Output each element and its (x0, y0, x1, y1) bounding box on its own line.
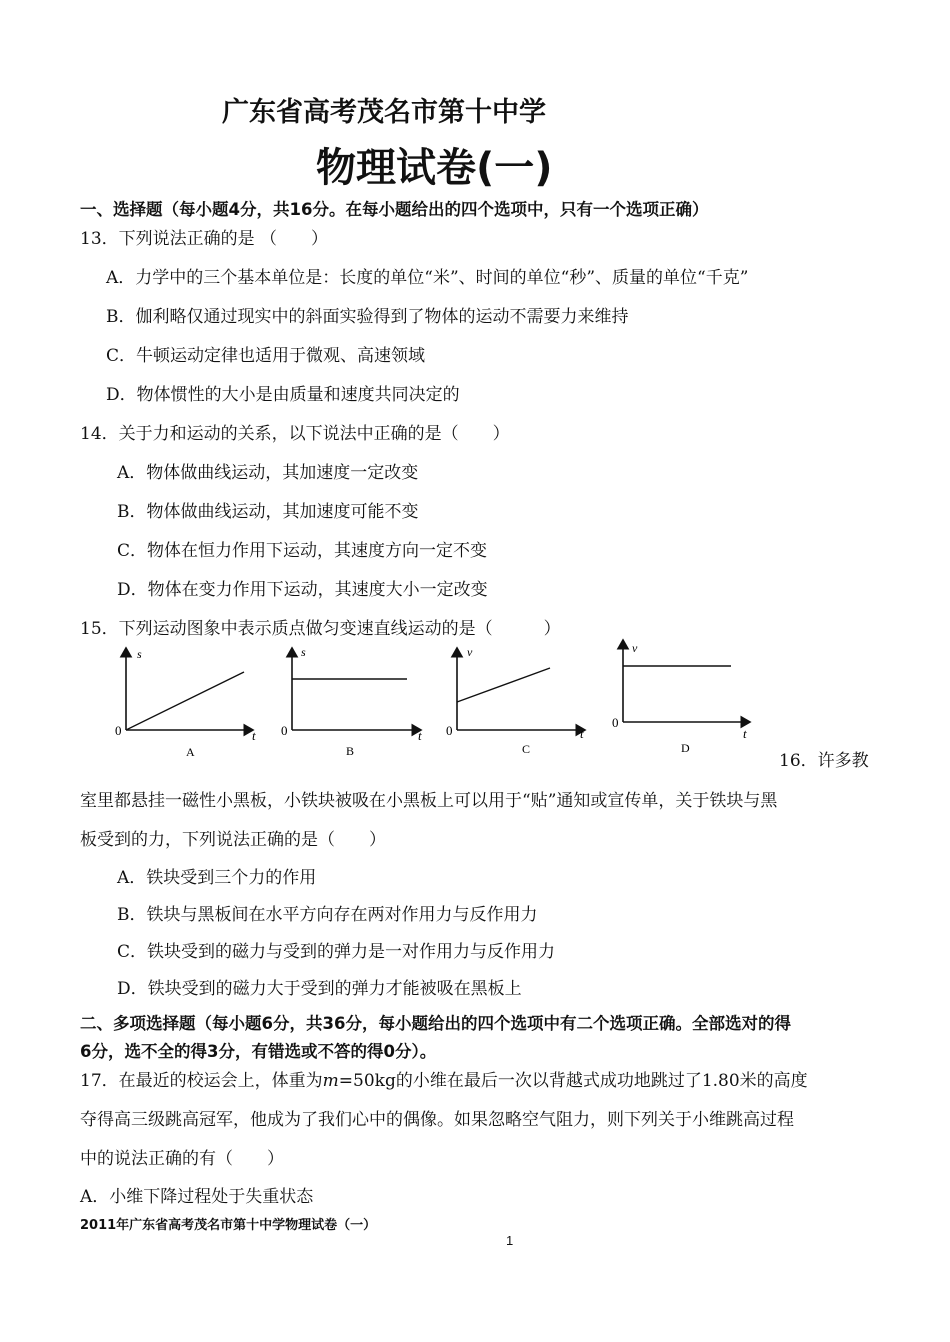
q16-stem-part3: 板受到的力，下列说法正确的是（ ） (80, 830, 386, 850)
q16-stem-part2: 室里都悬挂一磁性小黑板，小铁块被吸在小黑板上可以用于“贴”通知或宣传单，关于铁块与黑 (80, 791, 778, 811)
exam-title: 物理试卷(一) (316, 145, 553, 191)
q17-mass-variable: m (322, 1071, 339, 1091)
graph-b (276, 640, 436, 765)
q14-option-b: B．物体做曲线运动，其加速度可能不变 (117, 502, 419, 522)
q13-option-c: C．牛顿运动定律也适用于微观、高速领域 (106, 346, 426, 366)
q17-line2: 夺得高三级跳高冠军，他成为了我们心中的偶像。如果忽略空气阻力，则下列关于小维跳高过程 (80, 1110, 794, 1130)
graph-b-y-label: s (301, 645, 306, 659)
q16-option-a: A．铁块受到三个力的作用 (117, 868, 317, 888)
graph-a (108, 640, 268, 765)
q13-option-a: A．力学中的三个基本单位是：长度的单位“米”、时间的单位“秒”、质量的单位“千克” (106, 268, 749, 288)
graph-c-label: C (522, 742, 531, 756)
graph-d-origin: 0 (612, 715, 619, 730)
page-number: 1 (506, 1233, 514, 1248)
q16-option-b: B．铁块与黑板间在水平方向存在两对作用力与反作用力 (117, 905, 538, 925)
graph-d-label: D (681, 741, 690, 755)
q13-option-b: B．伽利略仅通过现实中的斜面实验得到了物体的运动不需要力来维持 (106, 307, 629, 327)
section2-heading-line1: 二、多项选择题（每小题6分，共36分，每小题给出的四个选项中有二个选项正确。全部选对的得 (80, 1014, 791, 1033)
q13-stem: 13．下列说法正确的是 （ ） (80, 229, 329, 249)
graph-d (605, 632, 765, 757)
graph-c (440, 640, 600, 765)
q16-option-d: D．铁块受到的磁力大于受到的弹力才能被吸在黑板上 (117, 979, 522, 999)
graph-a-label: A (186, 745, 195, 759)
q15-stem: 15．下列运动图象中表示质点做匀变速直线运动的是（ ） (80, 619, 561, 639)
graph-a-origin: 0 (115, 723, 122, 738)
q14-option-c: C．物体在恒力作用下运动，其速度方向一定不变 (117, 541, 488, 561)
graph-b-origin: 0 (281, 723, 288, 738)
graph-b-x-label: t (418, 728, 422, 743)
graph-a-line (126, 672, 244, 730)
graph-c-origin: 0 (446, 723, 453, 738)
q14-option-a: A．物体做曲线运动，其加速度一定改变 (117, 463, 419, 483)
q16-option-c: C．铁块受到的磁力与受到的弹力是一对作用力与反作用力 (117, 942, 556, 962)
q17-line1-pre: 17．在最近的校运会上，体重为 (80, 1071, 323, 1091)
q14-option-d: D．物体在变力作用下运动，其速度大小一定改变 (117, 580, 488, 600)
q17-option-a: A．小维下降过程处于失重状态 (80, 1187, 314, 1207)
graph-c-x-label: t (580, 726, 584, 741)
school-title: 广东省高考茂名市第十中学 (222, 97, 546, 128)
q14-stem: 14．关于力和运动的关系，以下说法中正确的是（ ） (80, 424, 510, 444)
q13-option-d: D．物体惯性的大小是由质量和速度共同决定的 (106, 385, 460, 405)
graph-d-y-label: v (632, 641, 638, 655)
graph-a-x-label: t (252, 728, 256, 743)
footer-text: 2011年广东省高考茂名市第十中学物理试卷（一） (80, 1218, 377, 1233)
section2-heading-line2: 6分，选不全的得3分，有错选或不答的得0分）。 (80, 1042, 437, 1061)
q17-line1-post: =50kg的小维在最后一次以背越式成功地跳过了1.80米的高度 (338, 1071, 808, 1091)
graph-d-x-label: t (743, 726, 747, 741)
graph-c-y-label: v (467, 645, 473, 659)
q17-line3: 中的说法正确的有（ ） (80, 1149, 284, 1169)
q16-stem-part1: 16．许多教 (779, 751, 869, 771)
graph-c-line (457, 668, 550, 702)
graph-a-y-label: s (137, 647, 142, 661)
q17-line1 (80, 1066, 808, 1091)
graph-b-label: B (346, 744, 355, 758)
section1-heading: 一、选择题（每小题4分，共16分。在每小题给出的四个选项中，只有一个选项正确） (80, 200, 709, 219)
